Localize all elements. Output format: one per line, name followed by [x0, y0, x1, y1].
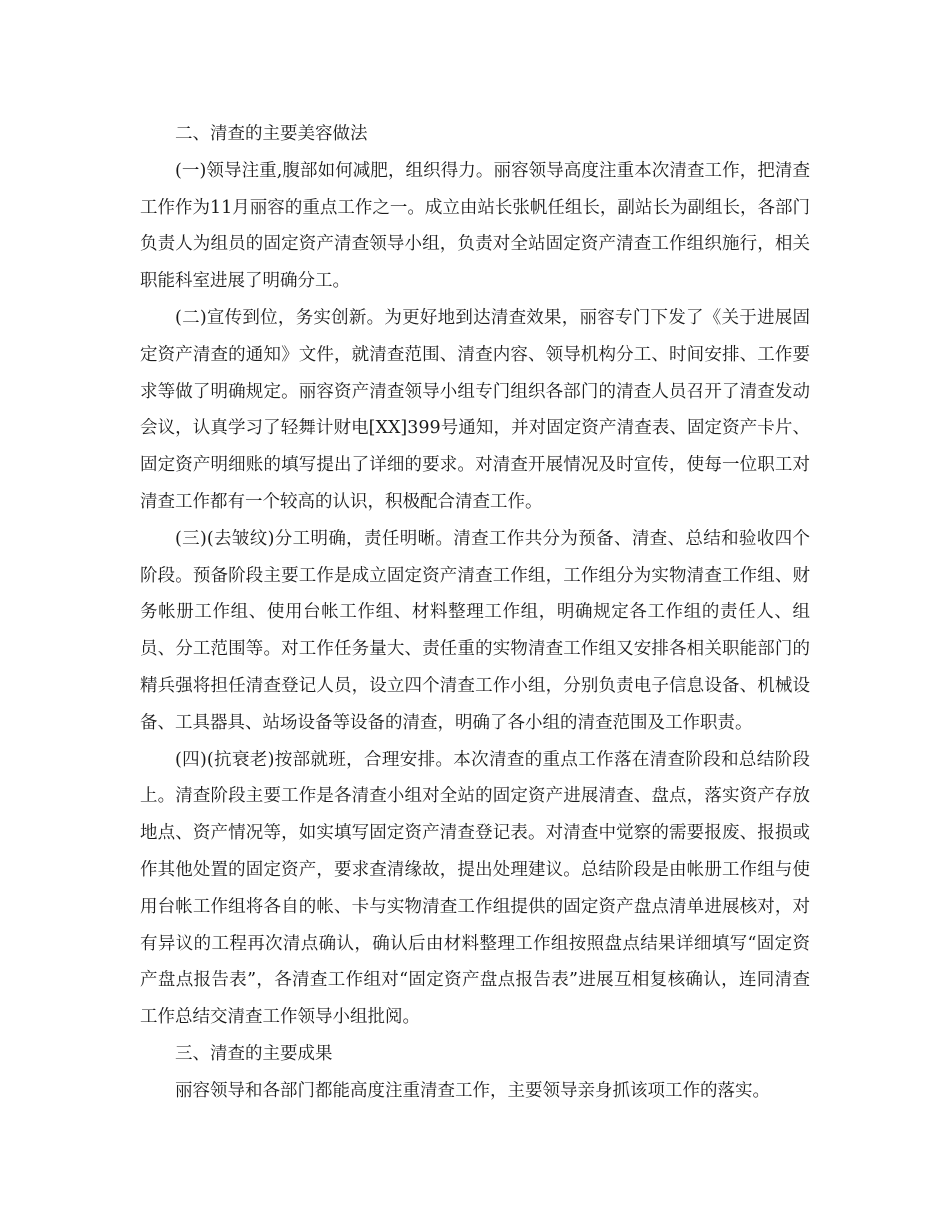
- paragraph-publicity: (二)宣传到位，务实创新。为更好地到达清查效果，丽容专门下发了《关于进展固定资产清查的通知》文件，就清查范围、清查内容、领导机构分工、时间安排、工作要求等做了明确规定。丽容资产清查领导小组专门组织各部门的清查人员召开了清查发动会议，认真学习了轻舞计财电[XX]399号通知，并对固定资产清查表、固定资产卡片、固定资产明细账的填写提出了详细的要求。对清查开展情况及时宣传，使每一位职工对清查工作都有一个较高的认识，积极配合清查工作。: [140, 307, 810, 512]
- document-body: [140, 116, 810, 1110]
- section-heading-results: 三、清查的主要成果: [175, 1043, 333, 1064]
- paragraph-arrangement: (四)(抗衰老)按部就班，合理安排。本次清查的重点工作落在清查阶段和总结阶段上。清查阶段主要工作是各清查小组对全站的固定资产进展清查、盘点，落实资产存放地点、资产情况等，如实填写固定资产清查登记表。对清查中觉察的需要报废、报损或作其他处置的固定资产，要求查清缘故，提出处理建议。总结阶段是由帐册工作组与使用台帐工作组将各自的帐、卡与实物清查工作组提供的固定资产盘点清单进展核对，对有异议的工程再次清点确认，确认后由材料整理工作组按照盘点结果详细填写“固定资产盘点报告表”，各清查工作组对“固定资产盘点报告表”进展互相复核确认，连同清查工作总结交清查工作领导小组批阅。: [140, 749, 810, 1028]
- section-heading-methods: 二、清查的主要美容做法: [175, 124, 368, 144]
- paragraph-results: 丽容领导和各部门都能高度注重清查工作，主要领导亲身抓该项工作的落实。: [175, 1080, 770, 1101]
- paragraph-division-of-labor: (三)(去皱纹)分工明确，责任明晰。清查工作共分为预备、清查、总结和验收四个阶段。预备阶段主要工作是成立固定资产清查工作组，工作组分为实物清查工作组、财务帐册工作组、使用台帐工作组、材料整理工作组，明确规定各工作组的责任人、组员、分工范围等。对工作任务量大、责任重的实物清查工作组又安排各相关职能部门的精兵强将担任清查登记人员，设立四个清查工作小组，分别负责电子信息设备、机械设备、工具器具、站场设备等设备的清查，明确了各小组的清查范围及工作职责。: [140, 528, 810, 733]
- paragraph-leadership: (一)领导注重,腹部如何减肥，组织得力。丽容领导高度注重本次清查工作，把清查工作作为11月丽容的重点工作之一。成立由站长张帆任组长，副站长为副组长，各部门负责人为组员的固定资产清查领导小组，负责对全站固定资产清查工作组织施行，相关职能科室进展了明确分工。: [140, 160, 810, 292]
